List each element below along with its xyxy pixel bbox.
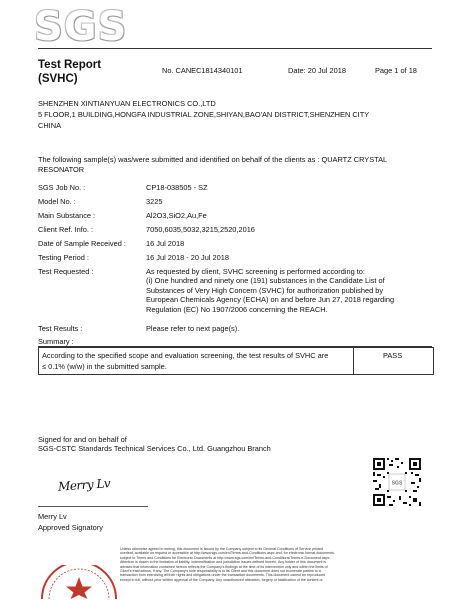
detail-value: 16 Jul 2018: [146, 239, 185, 248]
client-address-line2: CHINA: [38, 121, 61, 130]
signature-line: [38, 506, 148, 507]
detail-value: Al2O3,SiO2,Au,Fe: [146, 211, 207, 220]
report-title-line1: Test Report: [38, 59, 102, 71]
disclaimer-line: advised that information contained hereon reflects the Company's findings at the time of its intervention only and within the limits of: [120, 564, 328, 569]
test-requested-line: As requested by client, SVHC screening is performed according to:: [146, 267, 365, 276]
qr-center-logo: SGS: [391, 480, 403, 487]
detail-label: Date of Sample Received :: [38, 239, 126, 248]
intro-line1: The following sample(s) was/were submitted and identified on behalf of the clients as : QUARTZ CRYSTAL: [38, 155, 388, 164]
test-requested-line: Regulation (EC) No 1907/2006 concerning the REACH.: [146, 304, 328, 314]
summary-divider: [353, 348, 354, 374]
signatory-title: Approved Signatory: [38, 523, 103, 532]
signature: Merry Lv: [57, 476, 111, 494]
qr-code[interactable]: [371, 456, 423, 508]
signoff-line1: Signed for and on behalf of: [38, 435, 127, 444]
detail-value: 7050,6035,5032,3215,2520,2016: [146, 225, 255, 234]
page-number: Page 1 of 18: [375, 66, 417, 75]
test-requested-text: [146, 267, 394, 314]
header-rule: [38, 48, 432, 49]
summary-result: PASS: [383, 351, 403, 360]
summary-label: Summary :: [38, 337, 74, 346]
test-requested-label: Test Requested :: [38, 267, 94, 276]
disclaimer-line: Unless otherwise agreed in writing, this document is issued by the Company subject to its General Conditions of Service printed: [120, 547, 323, 551]
disclaimer-line: subject to Terms and Conditions for Electronic Documents at http://www.sgs.com/en/Terms-and-Conditions/Terms-e-Document.aspx.: [120, 555, 331, 560]
test-results-label: Test Results :: [38, 324, 83, 333]
test-results-value: Please refer to next page(s).: [146, 324, 240, 333]
signatory-name: Merry Lv: [38, 512, 67, 521]
detail-value: 3225: [146, 197, 163, 206]
disclaimer-line: Client's instructions, if any. The Company's sole responsibility is to its Client and this document does not exonerate parties to a: [120, 569, 321, 574]
client-address-line1: 5 FLOOR,1 BUILDING,HONGFA INDUSTRIAL ZONE,SHIYAN,BAO'AN DISTRICT,SHENZHEN CITY: [38, 110, 370, 119]
detail-label: Model No. :: [38, 197, 76, 206]
signoff-line2: SGS-CSTC Standards Technical Services Co., Ltd. Guangzhou Branch: [38, 444, 271, 453]
sgs-logo: SGS: [34, 4, 128, 50]
report-date: Date: 20 Jul 2018: [288, 66, 346, 75]
report-title-line2: (SVHC): [38, 73, 78, 85]
detail-label: Main Substance :: [38, 211, 96, 220]
test-requested-line: (i) One hundred and ninety one (191) substances in the Candidate List of: [146, 276, 385, 286]
detail-label: Client Ref. Info. :: [38, 225, 94, 234]
star-icon: [66, 577, 92, 599]
client-name: SHENZHEN XINTIANYUAN ELECTRONICS CO.,LTD: [38, 99, 216, 108]
detail-value: CP18-038505 - SZ: [146, 183, 208, 192]
disclaimer-line: transaction from exercising all their rights and obligations under the transaction documents. This document cannot be reproduced: [120, 573, 326, 578]
report-number: No. CANEC1814340101: [162, 66, 243, 75]
summary-text-line2: ≤ 0.1% (w/w) in the submitted sample.: [42, 362, 167, 371]
disclaimer-line: Attention is drawn to the limitation of liability, indemnification and jurisdiction issues defined therein. Any holder of this document is: [120, 560, 327, 565]
summary-box: [38, 347, 434, 375]
disclaimer-line: except in full, without prior written approval of the Company. Any unauthorized alteration, forgery or falsification of the content or: [120, 577, 323, 582]
intro-line2: RESONATOR: [38, 165, 85, 174]
test-requested-line: Substances of Very High Concern (SVHC) for authorization published by: [146, 285, 384, 295]
disclaimer-line: overleaf, available on request or accessible at http://www.sgs.com/en/Terms-and-Conditions.aspx and, for electronic format documents,: [120, 551, 335, 556]
company-seal: [38, 565, 120, 599]
legal-disclaimer: [120, 547, 432, 582]
summary-text-line1: According to the specified scope and evaluation screening, the test results of SVHC are: [42, 351, 329, 360]
detail-label: Testing Period :: [38, 253, 89, 262]
detail-label: SGS Job No. :: [38, 183, 86, 192]
report-title: [38, 58, 101, 86]
detail-value: 16 Jul 2018 - 20 Jul 2018: [146, 253, 230, 262]
test-requested-line: European Chemicals Agency (ECHA) on and before Jun 27, 2018 regarding: [146, 295, 395, 305]
